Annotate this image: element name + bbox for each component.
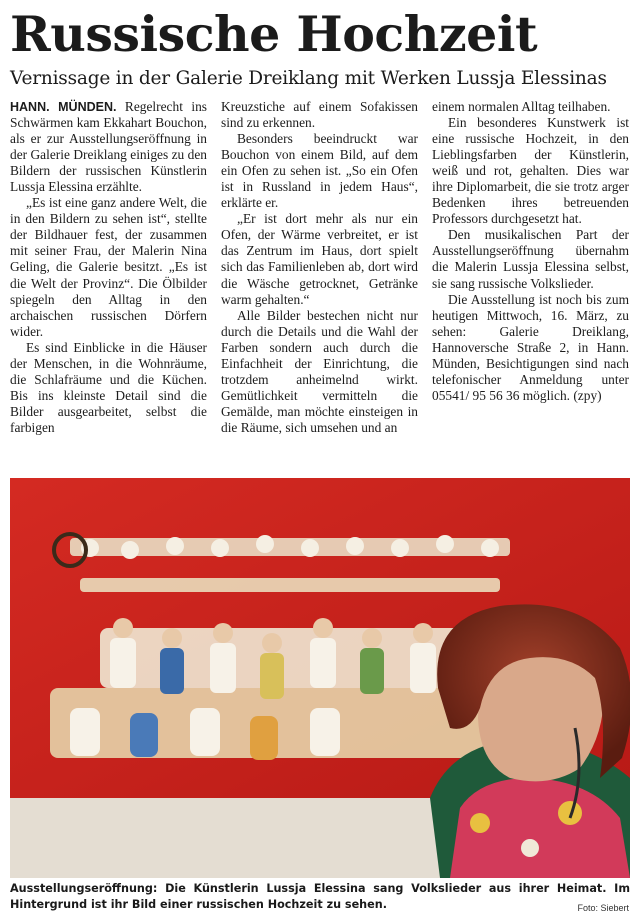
paragraph: einem normalen Alltag teilhaben. <box>432 99 611 114</box>
article-body <box>10 99 630 465</box>
photo-credit: Foto: Siebert <box>577 903 629 913</box>
column-3 <box>432 99 629 465</box>
paragraph: Es sind Einblicke in die Häuser der Menschen, in die Wohnräume, die Schlafräume und die Küchen. Bis ins kleinste Detail sind die Bilder ausgearbeitet, selbst die farbigen <box>10 339 207 435</box>
column-2 <box>221 99 418 465</box>
paragraph: Alle Bilder bestechen nicht nur durch die Details und die Wahl der Farben sondern auch durch die Einfachheit der Einrichtung, die trotzdem anheimelnd wirkt. Gemütlichkeit vermitteln die Gemälde, man möchte einsteigen in die Räume, sich umsehen und an <box>221 307 418 435</box>
paragraph-text: Regelrecht ins Schwärmen kam Ekkahart Bouchon, als er zur Ausstellungseröffnung in der Galerie Dreiklang einiges zu den Bildern der russischen Künstlerin Lussja Elessina erzählte. <box>10 99 207 195</box>
paragraph: Besonders beeindruckt war Bouchon von einem Bild, auf dem ein Ofen zu sehen ist. „So ein Ofen ist in Russland in jedem Haus“, erklärte er. <box>221 131 418 211</box>
paragraph: Kreuzstiche auf einem Sofakissen sind zu erkennen. <box>221 99 418 131</box>
paragraph: Ein besonderes Kunstwerk ist eine russische Hochzeit, in den Lieblingsfarben der Künstlerin, weiß und rot, gehalten. Dies war ihre Diplomarbeit, die sie trotz arger Bedenken ihres betreuenden Professors durchgesetzt hat. <box>432 115 629 227</box>
subheadline: Vernissage in der Galerie Dreiklang mit Werken Lussja Elessinas <box>10 68 607 89</box>
column-1 <box>10 99 207 465</box>
paragraph: „Es ist eine ganz andere Welt, die in den Bildern zu sehen ist“, stellte der Bildhauer fest, der zusammen mit seiner Frau, der Malerin Nina Geling, die Galerie besitzt. „Es ist die Welt der Provinz“. Die Ölbilder spiegeln den Alltag in den archaischen russischen Dörfern wider. <box>10 195 207 339</box>
photo-caption: Ausstellungseröffnung: Die Künstlerin Lussja Elessina sang Volkslieder aus ihrer Heimat. Im Hintergrund ist ihr Bild einer russischen Hochzeit zu sehen. <box>10 882 630 911</box>
paragraph: Den musikalischen Part der Ausstellungseröffnung übernahm die Malerin Lussja Elessina selbst, sie sang russische Volkslieder. <box>432 227 629 291</box>
article-photo <box>10 478 630 878</box>
dateline: HANN. MÜNDEN. <box>10 100 117 114</box>
headline: Russische Hochzeit <box>10 5 538 63</box>
photo-illustration <box>10 478 630 878</box>
paragraph: „Er ist dort mehr als nur ein Ofen, der Wärme verbreitet, er ist das Zentrum im Haus, dort spielt sich das Familienleben ab, dort wird die Wäsche getrocknet, Getränke warm gehalten.“ <box>221 211 418 307</box>
paragraph: Die Ausstellung ist noch bis zum heutigen Mittwoch, 16. März, zu sehen: Galerie Dreiklang, Hannoversche Straße 2, in Hann. Münden, Besichtigungen sind nach telefonischer Anmeldung unter 05541/ 95 56 36 möglich. (zpy) <box>432 291 629 403</box>
paragraph <box>10 99 207 195</box>
